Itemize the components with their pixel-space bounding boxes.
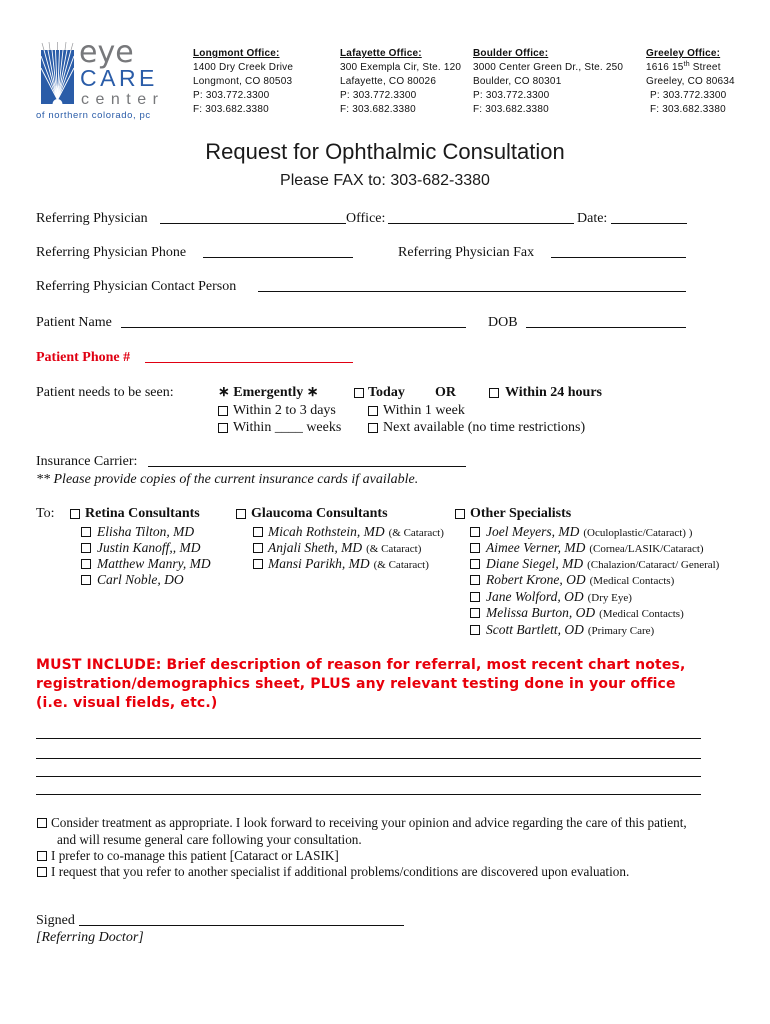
- street-name: Street: [692, 62, 721, 73]
- doctor-checkbox[interactable]: [470, 625, 480, 635]
- referring-physician-field[interactable]: [160, 211, 346, 224]
- office-name: Longmont Office:: [193, 48, 280, 59]
- doctor-name: Joel Meyers, MD: [486, 524, 580, 539]
- doctor-name: Elisha Tilton, MD: [97, 524, 195, 539]
- list-item: [486, 622, 654, 639]
- office-phone: P: 303.772.3300: [473, 90, 550, 101]
- doctor-specialty: (Chalazion/Cataract/ General): [587, 559, 720, 571]
- co-manage-checkbox[interactable]: [37, 851, 47, 861]
- office-phone: P: 303.772.3300: [650, 90, 727, 101]
- list-item: [268, 540, 421, 557]
- office-phone: P: 303.772.3300: [193, 90, 270, 101]
- doctor-checkbox[interactable]: [470, 527, 480, 537]
- logo-word-eye: eye: [79, 35, 134, 70]
- list-item: [486, 605, 684, 622]
- page-title: Request for Ophthalmic Consultation: [205, 139, 565, 164]
- referring-fax-label: Referring Physician Fax: [398, 245, 535, 260]
- doctor-name: Anjali Sheth, MD: [268, 540, 363, 555]
- next-available-label: Next available (no time restrictions): [383, 420, 586, 435]
- doctor-checkbox[interactable]: [470, 543, 480, 553]
- signature-role: [Referring Doctor]: [36, 930, 144, 945]
- reason-line-field[interactable]: [36, 776, 701, 777]
- within-2-3-days-checkbox[interactable]: [218, 406, 228, 416]
- today-checkbox[interactable]: [354, 388, 364, 398]
- office-name: Lafayette Office:: [340, 48, 422, 59]
- other-specialists-heading: Other Specialists: [470, 506, 572, 521]
- patient-phone-label: Patient Phone #: [36, 350, 131, 365]
- list-item: [97, 540, 201, 556]
- next-available-checkbox[interactable]: [368, 423, 378, 433]
- patient-name-field[interactable]: [121, 315, 466, 328]
- within-1-week-label: Within 1 week: [383, 403, 465, 418]
- office-address-line: [646, 61, 735, 75]
- referring-phone-field[interactable]: [203, 245, 353, 258]
- list-item: [486, 524, 692, 541]
- consider-treatment-label: Consider treatment as appropriate. I look forward to receiving your opinion and advice regarding the care of this patient,: [51, 815, 687, 830]
- insurance-carrier-field[interactable]: [148, 454, 466, 467]
- date-label: Date:: [577, 211, 608, 226]
- notice-line: (i.e. visual fields, etc.): [36, 695, 218, 711]
- doctor-checkbox[interactable]: [470, 608, 480, 618]
- office-address-line: 3000 Center Green Dr., Ste. 250: [473, 62, 624, 73]
- office-lafayette: [340, 47, 461, 117]
- doctor-name: Micah Rothstein, MD: [268, 524, 385, 539]
- notice-line: MUST INCLUDE: Brief description of reason for referral, most recent chart notes,: [36, 657, 686, 673]
- referring-fax-field[interactable]: [551, 245, 686, 258]
- doctor-checkbox[interactable]: [470, 559, 480, 569]
- doctor-name: Mansi Parikh, MD: [268, 556, 370, 571]
- contact-person-field[interactable]: [258, 279, 686, 292]
- office-longmont: [193, 47, 293, 117]
- insurance-note: ** Please provide copies of the current insurance cards if available.: [36, 472, 419, 487]
- consider-treatment-label-cont: and will resume general care following your consultation.: [57, 832, 362, 847]
- office-address-line: 1400 Dry Creek Drive: [193, 62, 294, 73]
- dob-field[interactable]: [526, 315, 686, 328]
- eye-sunburst-logo-icon: [38, 42, 78, 108]
- doctor-checkbox[interactable]: [253, 527, 263, 537]
- doctor-checkbox[interactable]: [470, 592, 480, 602]
- list-item: [486, 540, 704, 557]
- doctor-specialty: (Medical Contacts): [599, 608, 684, 620]
- contact-person-label: Referring Physician Contact Person: [36, 279, 237, 294]
- consider-treatment-checkbox[interactable]: [37, 818, 47, 828]
- doctor-specialty: (Dry Eye): [587, 592, 632, 604]
- doctor-specialty: (Cornea/LASIK/Cataract): [589, 543, 704, 555]
- list-item: [97, 556, 211, 572]
- list-item: [97, 524, 194, 540]
- list-item: [268, 556, 429, 573]
- logo-word-care: CARE: [80, 65, 158, 91]
- reason-line-field[interactable]: [36, 758, 701, 759]
- logo-word-center: center: [81, 91, 165, 108]
- doctor-checkbox[interactable]: [253, 559, 263, 569]
- refer-other-specialist-label: I request that you refer to another specialist if additional problems/conditions are discovered upon evaluation.: [51, 864, 630, 879]
- within-24-hours-checkbox[interactable]: [489, 388, 499, 398]
- doctor-specialty: (Oculoplastic/Cataract) ): [583, 527, 693, 539]
- dob-label: DOB: [488, 315, 518, 330]
- doctor-checkbox[interactable]: [81, 559, 91, 569]
- or-label: OR: [435, 385, 456, 400]
- within-24-hours-label: Within 24 hours: [505, 385, 602, 400]
- patient-phone-field[interactable]: [145, 350, 353, 363]
- doctor-checkbox[interactable]: [81, 527, 91, 537]
- list-item: [486, 556, 719, 573]
- doctor-specialty: (& Cataract): [388, 527, 444, 539]
- retina-consultants-checkbox[interactable]: [70, 509, 80, 519]
- refer-other-specialist-checkbox[interactable]: [37, 867, 47, 877]
- to-label: To:: [36, 506, 55, 521]
- reason-line-field[interactable]: [36, 738, 701, 739]
- glaucoma-consultants-heading: Glaucoma Consultants: [251, 506, 388, 521]
- list-item: [268, 524, 444, 541]
- doctor-specialty: (& Cataract): [373, 559, 429, 571]
- office-field[interactable]: [388, 211, 574, 224]
- doctor-name: Robert Krone, OD: [486, 572, 586, 587]
- office-city-line: Greeley, CO 80634: [646, 76, 735, 87]
- office-greeley: [646, 47, 735, 117]
- logo-tagline: of northern colorado, pc: [36, 110, 151, 121]
- office-name: Greeley Office:: [646, 48, 721, 59]
- doctor-name: Matthew Manry, MD: [97, 556, 211, 571]
- office-phone: P: 303.772.3300: [340, 90, 417, 101]
- referring-physician-label: Referring Physician: [36, 211, 148, 226]
- doctor-checkbox[interactable]: [253, 543, 263, 553]
- office-boulder: [473, 47, 623, 117]
- retina-consultants-heading: Retina Consultants: [85, 506, 200, 521]
- office-fax: F: 303.682.3380: [473, 104, 549, 115]
- doctor-specialty: (& Cataract): [366, 543, 422, 555]
- today-label: Today: [368, 385, 405, 400]
- doctor-name: Diane Siegel, MD: [486, 556, 584, 571]
- office-city-line: Boulder, CO 80301: [473, 76, 562, 87]
- signed-label: Signed: [36, 913, 75, 928]
- referring-phone-label: Referring Physician Phone: [36, 245, 187, 260]
- doctor-specialty: (Medical Contacts): [589, 575, 675, 587]
- office-name: Boulder Office:: [473, 48, 549, 59]
- doctor-name: Melissa Burton, OD: [486, 605, 596, 620]
- office-fax: F: 303.682.3380: [193, 104, 269, 115]
- office-label: Office:: [346, 211, 386, 226]
- office-address-line: 300 Exempla Cir, Ste. 120: [340, 62, 462, 73]
- within-2-3-days-label: Within 2 to 3 days: [233, 403, 336, 418]
- list-item: [486, 589, 632, 606]
- other-specialists-checkbox[interactable]: [455, 509, 465, 519]
- urgency-label: Patient needs to be seen:: [36, 385, 174, 400]
- list-item: [97, 572, 184, 588]
- insurance-carrier-label: Insurance Carrier:: [36, 454, 138, 469]
- co-manage-label: I prefer to co-manage this patient [Cataract or LASIK]: [51, 848, 339, 863]
- doctor-name: Aimee Verner, MD: [486, 540, 586, 555]
- doctor-checkbox[interactable]: [81, 575, 91, 585]
- signature-field[interactable]: [79, 913, 404, 926]
- within-1-week-checkbox[interactable]: [368, 406, 378, 416]
- doctor-checkbox[interactable]: [81, 543, 91, 553]
- doctor-checkbox[interactable]: [470, 575, 480, 585]
- notice-line: registration/demographics sheet, PLUS any relevant testing done in your office: [36, 676, 676, 692]
- list-item: [486, 572, 674, 589]
- doctor-name: Scott Bartlett, OD: [486, 622, 584, 637]
- street-number: 1616 15: [646, 62, 684, 73]
- office-fax: F: 303.682.3380: [340, 104, 416, 115]
- within-weeks-label: Within ____ weeks: [233, 420, 342, 435]
- must-include-notice: [36, 656, 686, 713]
- glaucoma-consultants-checkbox[interactable]: [236, 509, 246, 519]
- fax-instruction: Please FAX to: 303-682-3380: [280, 172, 490, 189]
- reason-line-field[interactable]: [36, 794, 701, 795]
- office-city-line: Lafayette, CO 80026: [340, 76, 437, 87]
- doctor-name: Justin Kanoff,, MD: [97, 540, 201, 555]
- doctor-name: Carl Noble, DO: [97, 572, 184, 587]
- office-fax: F: 303.682.3380: [650, 104, 726, 115]
- patient-name-label: Patient Name: [36, 315, 112, 330]
- date-field[interactable]: [611, 211, 687, 224]
- emergently-option: ∗ Emergently ∗: [218, 385, 319, 400]
- doctor-specialty: (Primary Care): [587, 625, 655, 637]
- office-city-line: Longmont, CO 80503: [193, 76, 293, 87]
- ordinal-suffix: th: [683, 61, 690, 68]
- within-weeks-checkbox[interactable]: [218, 423, 228, 433]
- doctor-name: Jane Wolford, OD: [486, 589, 584, 604]
